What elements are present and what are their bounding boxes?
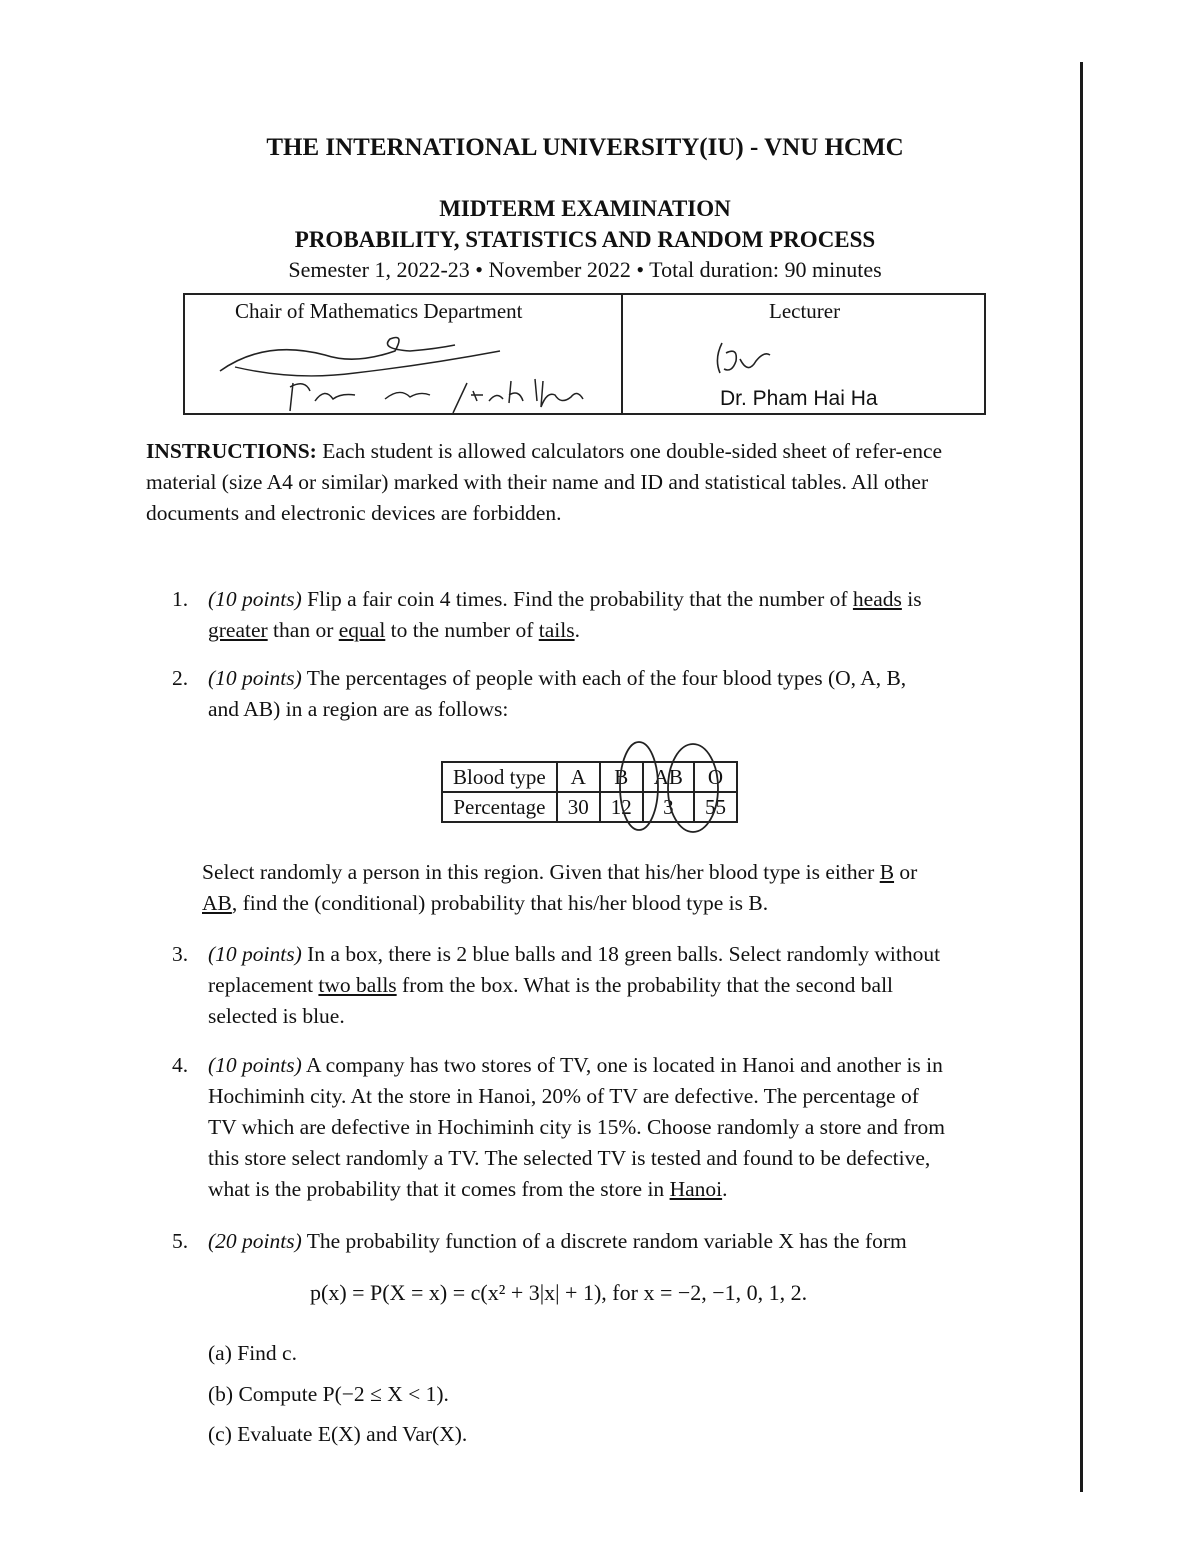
- table-cell: O: [694, 762, 737, 792]
- question-5-points: (20 points): [208, 1229, 302, 1253]
- instructions-text: Each student is allowed calculators one double-sided sheet of refer-ence material (size A4 or similar) marked with their name and ID and statistical tables. All other documents and electronic devices are forbidden.: [146, 439, 943, 525]
- table-cell: 30: [557, 792, 600, 822]
- question-1-number: 1.: [172, 587, 189, 611]
- question-5c: (c) Evaluate E(X) and Var(X).: [208, 1422, 468, 1446]
- table-cell: 55: [694, 792, 737, 822]
- question-3-number: 3.: [172, 942, 189, 966]
- question-2-number: 2.: [172, 666, 189, 690]
- lecturer-title: Lecturer: [769, 299, 841, 323]
- course-title: PROBABILITY, STATISTICS AND RANDOM PROCESS: [294, 227, 876, 252]
- underlined-hanoi: Hanoi: [669, 1177, 723, 1201]
- table-cell: Blood type: [442, 762, 557, 792]
- signature-box: [183, 293, 986, 415]
- instructions-label: INSTRUCTIONS:: [146, 439, 317, 463]
- underlined-equal: equal: [338, 618, 386, 642]
- table-cell: A: [557, 762, 600, 792]
- table-cell: 12: [600, 792, 643, 822]
- underlined-two-balls: two balls: [318, 973, 397, 997]
- question-3-points: (10 points): [208, 942, 302, 966]
- probability-formula: p(x) = P(X = x) = c(x² + 3|x| + 1), for x = −2, −1, 0, 1, 2.: [310, 1280, 808, 1305]
- semester-line: Semester 1, 2022-23 • November 2022 • Total duration: 90 minutes: [288, 257, 882, 282]
- exam-title: MIDTERM EXAMINATION: [439, 196, 731, 221]
- instructions: [146, 436, 1016, 529]
- question-4-number: 4.: [172, 1053, 189, 1077]
- underlined-ab: AB: [202, 891, 232, 915]
- chair-signature: [205, 321, 605, 415]
- underlined-tails: tails: [538, 618, 575, 642]
- handwritten-circles: [610, 740, 750, 840]
- table-cell: Percentage: [442, 792, 557, 822]
- underlined-heads: heads: [852, 587, 902, 611]
- university-title: THE INTERNATIONAL UNIVERSITY(IU) - VNU HCMC: [266, 134, 904, 161]
- signature-box-divider: [621, 295, 623, 413]
- question-2-points: (10 points): [208, 666, 302, 690]
- question-1-points: (10 points): [208, 587, 302, 611]
- question-5b: (b) Compute P(−2 ≤ X < 1).: [208, 1382, 449, 1406]
- table-cell: AB: [643, 762, 694, 792]
- chair-title: Chair of Mathematics Department: [235, 299, 523, 323]
- table-cell: B: [600, 762, 643, 792]
- underlined-greater: greater: [208, 618, 268, 642]
- underlined-b: B: [879, 860, 895, 884]
- question-4-points: (10 points): [208, 1053, 302, 1077]
- lecturer-signature: [710, 339, 790, 385]
- question-2-continued: Select randomly a person in this region. Given that his/her blood type is either B or AB, find the (conditional) probability that his/her blood type is B.: [202, 860, 918, 915]
- question-5a: (a) Find c.: [208, 1341, 297, 1365]
- table-cell: 3: [643, 792, 694, 822]
- lecturer-name: Dr. Pham Hai Ha: [720, 387, 878, 410]
- question-5-number: 5.: [172, 1229, 189, 1253]
